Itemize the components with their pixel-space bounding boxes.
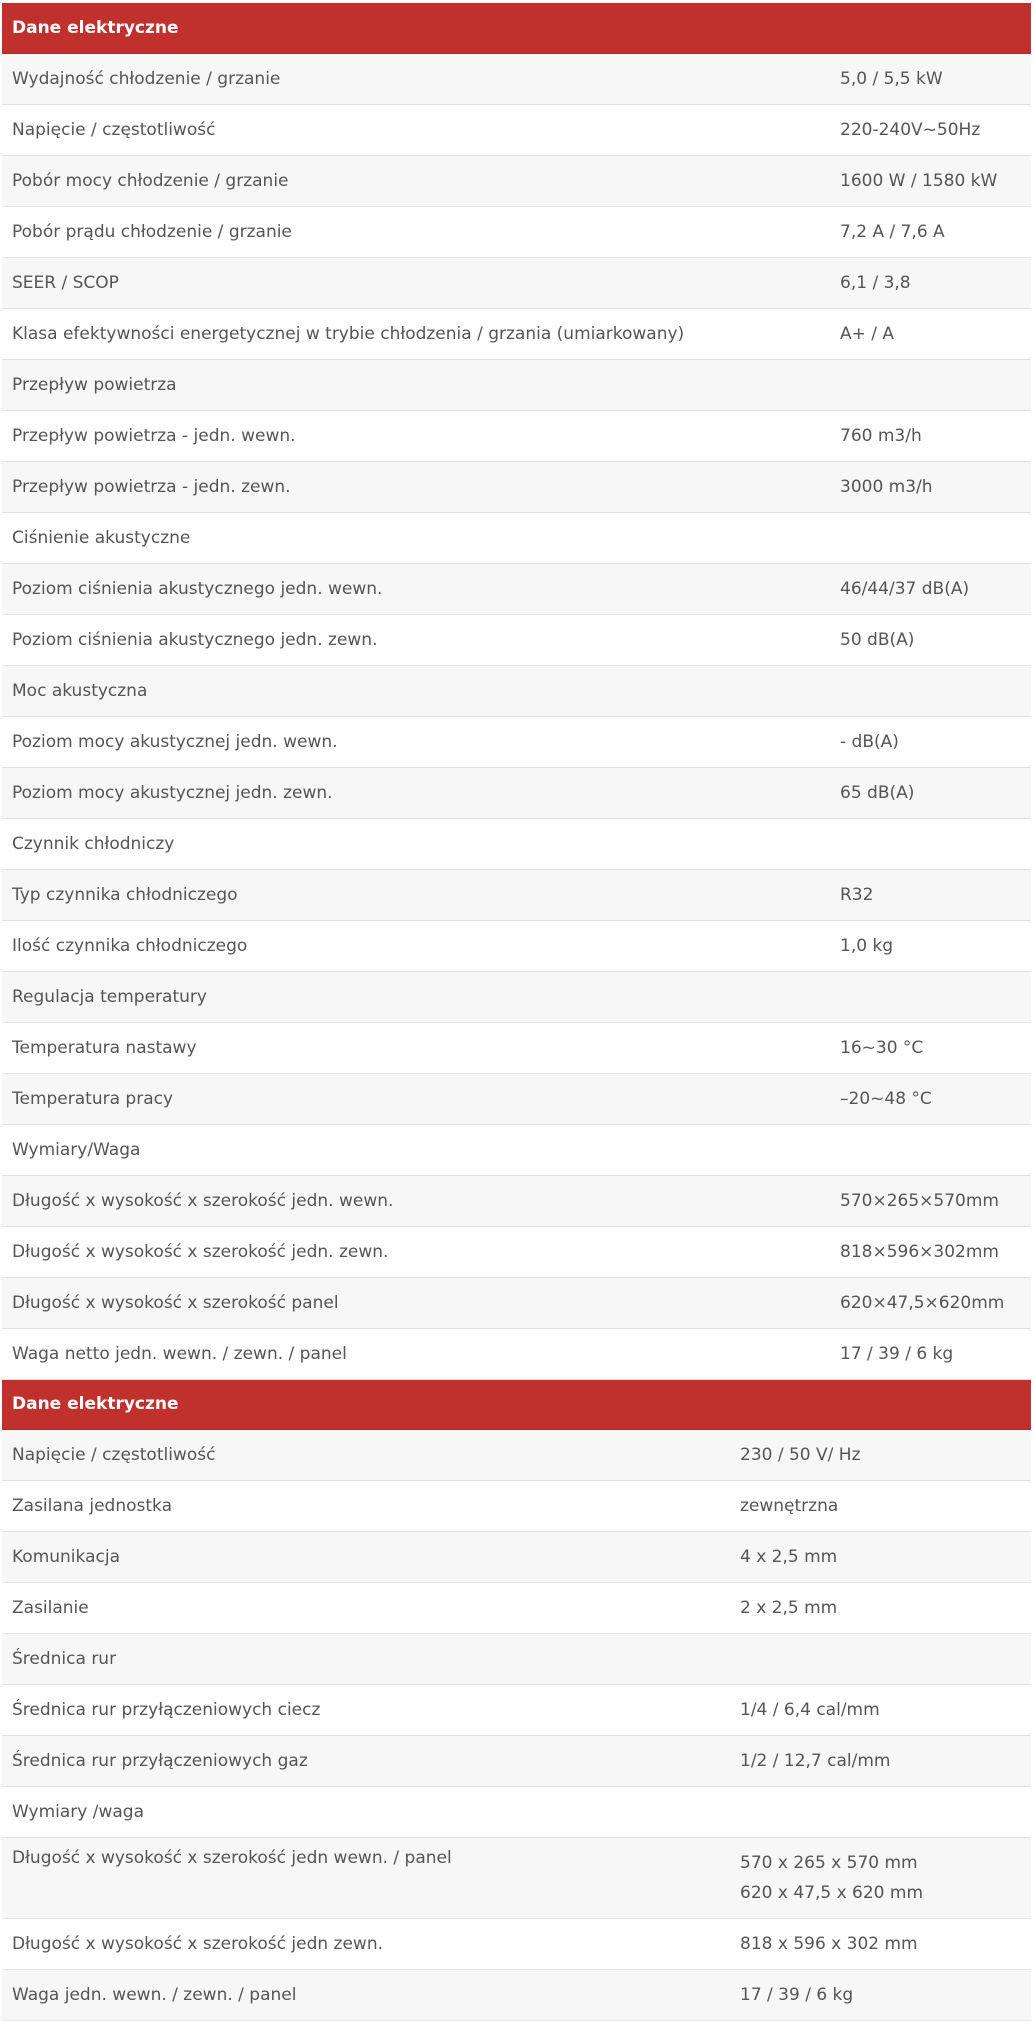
row-value: 17 / 39 / 6 kg — [730, 1970, 1031, 2021]
row-value: 4 x 2,5 mm — [730, 1532, 1031, 1583]
row-value — [830, 818, 1031, 869]
row-value: 1,0 kg — [830, 920, 1031, 971]
row-value: 46/44/37 dB(A) — [830, 563, 1031, 614]
table-row — [2, 1022, 1031, 1073]
table-header-title: Dane elektryczne — [2, 3, 1031, 53]
table-row — [2, 461, 1031, 512]
table-row — [2, 1226, 1031, 1277]
table-row — [2, 716, 1031, 767]
row-label: Ilość czynnika chłodniczego — [2, 920, 830, 971]
row-value: –20~48 °C — [830, 1073, 1031, 1124]
table-row — [2, 512, 1031, 563]
spec-table-1 — [2, 3, 1031, 1380]
table-row — [2, 1430, 1031, 1481]
row-label: Poziom ciśnienia akustycznego jedn. zewn. — [2, 614, 830, 665]
row-value: 220-240V~50Hz — [830, 104, 1031, 155]
row-value-line: 620 x 47,5 x 620 mm — [740, 1878, 1021, 1908]
row-value: zewnętrzna — [730, 1481, 1031, 1532]
table-row — [2, 614, 1031, 665]
row-label: Przepływ powietrza - jedn. zewn. — [2, 461, 830, 512]
row-value: A+ / A — [830, 308, 1031, 359]
row-label: Wymiary/Waga — [2, 1124, 830, 1175]
row-label: Pobór prądu chłodzenie / grzanie — [2, 206, 830, 257]
table-row — [2, 1634, 1031, 1685]
table-row — [2, 410, 1031, 461]
row-value — [730, 1787, 1031, 1838]
row-label: Waga netto jedn. wewn. / zewn. / panel — [2, 1328, 830, 1379]
row-value: 1/2 / 12,7 cal/mm — [730, 1736, 1031, 1787]
row-value: 230 / 50 V/ Hz — [730, 1430, 1031, 1481]
table-row — [2, 155, 1031, 206]
table-row — [2, 869, 1031, 920]
table-row — [2, 1277, 1031, 1328]
table-row — [2, 563, 1031, 614]
row-label: Temperatura nastawy — [2, 1022, 830, 1073]
row-value-line: 570 x 265 x 570 mm — [740, 1848, 1021, 1878]
row-value: 620×47,5×620mm — [830, 1277, 1031, 1328]
table-header — [2, 1380, 1031, 1430]
row-value: 65 dB(A) — [830, 767, 1031, 818]
table-row — [2, 1787, 1031, 1838]
row-label: Wydajność chłodzenie / grzanie — [2, 53, 830, 104]
table-row — [2, 53, 1031, 104]
row-label: Typ czynnika chłodniczego — [2, 869, 830, 920]
row-label: Czynnik chłodniczy — [2, 818, 830, 869]
row-label: Ciśnienie akustyczne — [2, 512, 830, 563]
row-label: Regulacja temperatury — [2, 971, 830, 1022]
row-value — [730, 1634, 1031, 1685]
table-row — [2, 920, 1031, 971]
row-value: 6,1 / 3,8 — [830, 257, 1031, 308]
table-row — [2, 104, 1031, 155]
table-row — [2, 818, 1031, 869]
row-label: Waga jedn. wewn. / zewn. / panel — [2, 1970, 730, 2021]
row-label: Średnica rur — [2, 1634, 730, 1685]
table-row — [2, 1481, 1031, 1532]
table-row — [2, 359, 1031, 410]
row-value — [830, 359, 1031, 410]
row-label: Poziom mocy akustycznej jedn. wewn. — [2, 716, 830, 767]
row-label: Przepływ powietrza — [2, 359, 830, 410]
table-row — [2, 665, 1031, 716]
table-row — [2, 971, 1031, 1022]
table-row — [2, 1736, 1031, 1787]
table-row — [2, 767, 1031, 818]
row-label: Poziom ciśnienia akustycznego jedn. wewn. — [2, 563, 830, 614]
table-row — [2, 1838, 1031, 1919]
spec-tables — [2, 3, 1031, 2021]
row-value — [830, 1124, 1031, 1175]
row-value — [830, 512, 1031, 563]
row-value: 17 / 39 / 6 kg — [830, 1328, 1031, 1379]
row-value: 5,0 / 5,5 kW — [830, 53, 1031, 104]
row-label: Długość x wysokość x szerokość panel — [2, 1277, 830, 1328]
row-value: 1600 W / 1580 kW — [830, 155, 1031, 206]
row-value — [830, 971, 1031, 1022]
table-header-title: Dane elektryczne — [2, 1380, 1031, 1430]
row-label: Moc akustyczna — [2, 665, 830, 716]
row-label: Napięcie / częstotliwość — [2, 104, 830, 155]
row-label: Długość x wysokość x szerokość jedn wewn. / panel — [2, 1838, 730, 1919]
table-row — [2, 1970, 1031, 2021]
table-row — [2, 257, 1031, 308]
table-row — [2, 1328, 1031, 1379]
row-label: Napięcie / częstotliwość — [2, 1430, 730, 1481]
row-value — [830, 665, 1031, 716]
table-row — [2, 1532, 1031, 1583]
spec-table-2 — [2, 1380, 1031, 2021]
table-row — [2, 1583, 1031, 1634]
row-label: Długość x wysokość x szerokość jedn. wewn. — [2, 1175, 830, 1226]
row-value: 50 dB(A) — [830, 614, 1031, 665]
table-row — [2, 1124, 1031, 1175]
table-row — [2, 1919, 1031, 1970]
table-row — [2, 206, 1031, 257]
row-label: Pobór mocy chłodzenie / grzanie — [2, 155, 830, 206]
row-label: Długość x wysokość x szerokość jedn. zewn. — [2, 1226, 830, 1277]
row-value: 818×596×302mm — [830, 1226, 1031, 1277]
row-value: 818 x 596 x 302 mm — [730, 1919, 1031, 1970]
row-label: Zasilana jednostka — [2, 1481, 730, 1532]
row-value: 760 m3/h — [830, 410, 1031, 461]
row-value: 7,2 A / 7,6 A — [830, 206, 1031, 257]
row-value: 16~30 °C — [830, 1022, 1031, 1073]
row-value: - dB(A) — [830, 716, 1031, 767]
row-value: 1/4 / 6,4 cal/mm — [730, 1685, 1031, 1736]
row-label: Temperatura pracy — [2, 1073, 830, 1124]
row-label: Długość x wysokość x szerokość jedn zewn. — [2, 1919, 730, 1970]
row-label: Przepływ powietrza - jedn. wewn. — [2, 410, 830, 461]
table-row — [2, 308, 1031, 359]
row-label: Średnica rur przyłączeniowych gaz — [2, 1736, 730, 1787]
row-label: Średnica rur przyłączeniowych ciecz — [2, 1685, 730, 1736]
row-label: Poziom mocy akustycznej jedn. zewn. — [2, 767, 830, 818]
row-label: Wymiary /waga — [2, 1787, 730, 1838]
row-label: Zasilanie — [2, 1583, 730, 1634]
row-label: Klasa efektywności energetycznej w trybie chłodzenia / grzania (umiarkowany) — [2, 308, 830, 359]
table-row — [2, 1685, 1031, 1736]
row-value: 2 x 2,5 mm — [730, 1583, 1031, 1634]
row-label: SEER / SCOP — [2, 257, 830, 308]
row-value — [730, 1838, 1031, 1919]
row-value: 570×265×570mm — [830, 1175, 1031, 1226]
row-value: 3000 m3/h — [830, 461, 1031, 512]
row-value: R32 — [830, 869, 1031, 920]
table-row — [2, 1073, 1031, 1124]
row-label: Komunikacja — [2, 1532, 730, 1583]
table-header — [2, 3, 1031, 53]
table-row — [2, 1175, 1031, 1226]
